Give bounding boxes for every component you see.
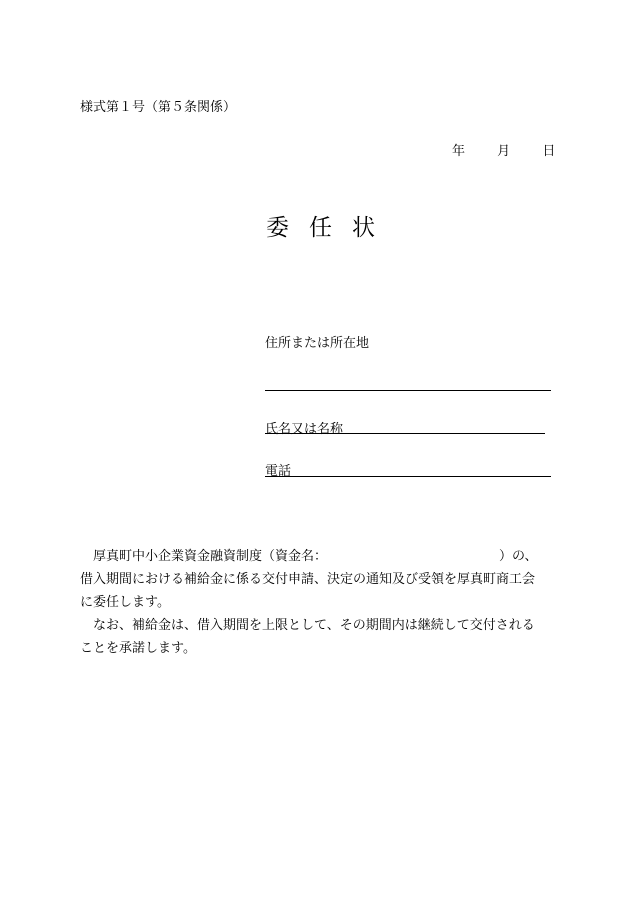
para1-line2: 借入期間における補給金に係る交付申請、決定の通知及び受領を厚真町商工会: [80, 572, 536, 587]
date-month-label: 月: [497, 144, 511, 159]
name-label: 氏名又は名称: [265, 422, 344, 437]
form-number: 様式第１号（第５条関係）: [80, 100, 237, 115]
date-year-label: 年: [452, 144, 466, 159]
title-char-1: 委: [266, 215, 289, 241]
name-field: [265, 418, 545, 437]
phone-field: [265, 460, 551, 477]
date-line: [452, 140, 555, 159]
para1-line3: に委任します。: [80, 595, 170, 610]
address-underline: [265, 390, 551, 391]
address-label: 住所または所在地: [265, 336, 370, 351]
para2-line1: なお、補給金は、借入期間を上限として、その期間内は継続して交付される: [93, 618, 535, 633]
para1-line1-end: ）の、: [499, 549, 538, 564]
title-char-2: 任: [309, 215, 332, 241]
date-day-label: 日: [542, 144, 556, 159]
body-text: [80, 545, 555, 660]
para1-line1: [80, 545, 555, 568]
para2-line2: ことを承諾します。: [80, 641, 196, 656]
para1-line1-start: 厚真町中小企業資金融資制度（資金名：: [93, 549, 328, 564]
phone-label: 電話: [265, 464, 292, 479]
document-title: [266, 209, 375, 242]
title-char-3: 状: [352, 215, 375, 241]
